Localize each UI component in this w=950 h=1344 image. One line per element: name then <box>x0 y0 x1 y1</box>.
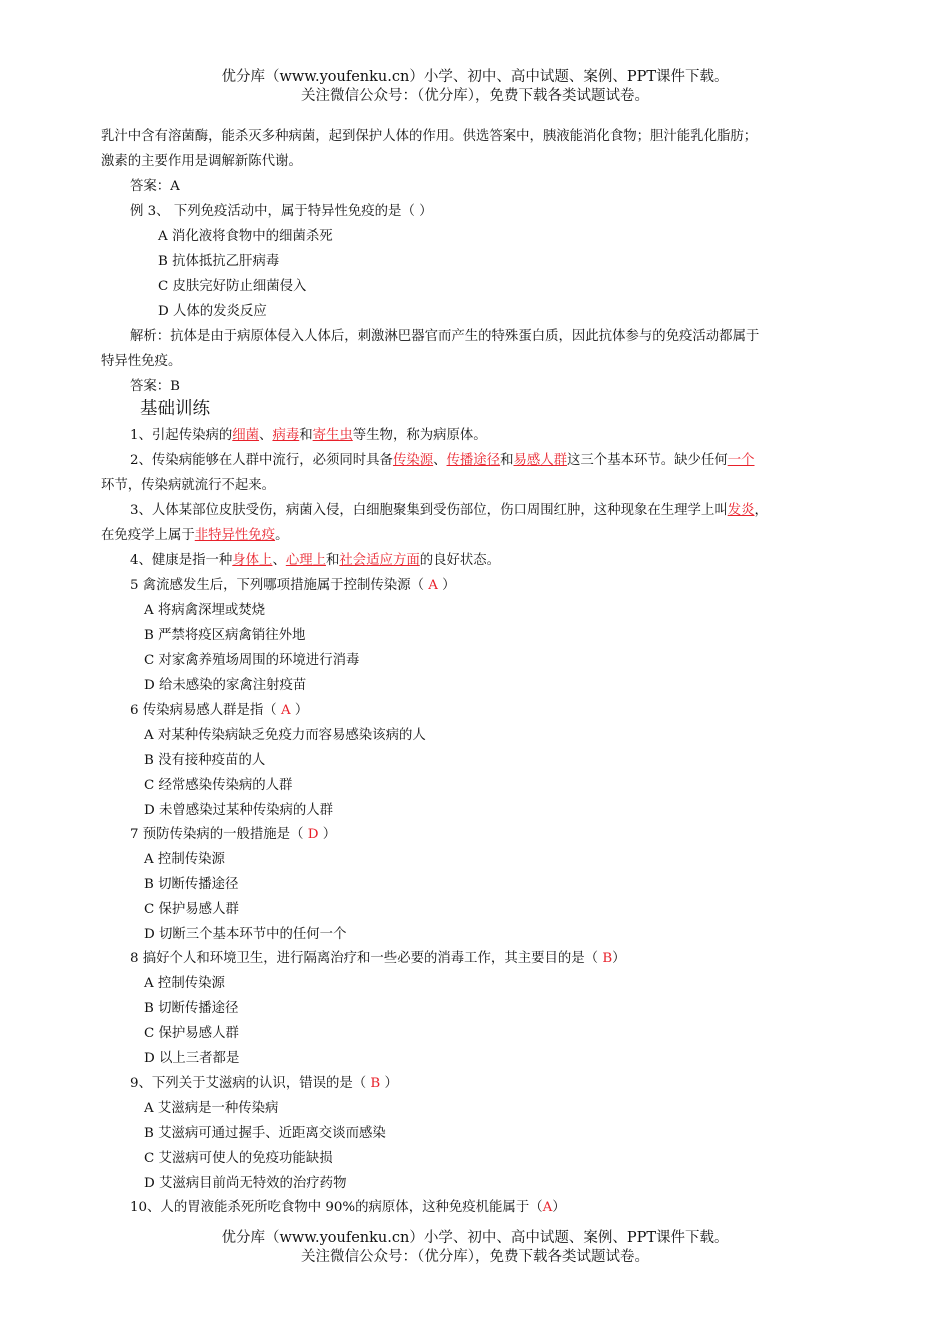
footer-line-1: 优分库（www.youfenku.cn）小学、初中、高中试题、案例、PPT课件下载。 <box>221 1230 729 1246</box>
answer-blank: 社会适应方面 <box>339 553 420 568</box>
text: 和 <box>299 428 313 443</box>
page-footer <box>0 1229 950 1267</box>
answer-blank: 非特异性免疫 <box>194 528 276 543</box>
choice-option: C 艾滋病可使人的免疫功能缺损 <box>144 1151 333 1166</box>
fill-question-1 <box>130 427 487 445</box>
intro-answer: 答案：A <box>130 179 180 194</box>
example3-answer: 答案：B <box>130 379 181 394</box>
choice-question-7 <box>130 826 336 844</box>
example3-option: C 皮肤完好防止细菌侵入 <box>158 279 307 294</box>
choice-option: D 给未感染的家禽注射疫苗 <box>144 678 307 693</box>
section-title: 基础训练 <box>140 399 210 419</box>
question-close: ） <box>318 827 337 842</box>
text: 在免疫学上属于 <box>101 528 195 543</box>
question-close: ） <box>380 1076 398 1091</box>
choice-question-6 <box>130 702 308 720</box>
question-stem: 9、下列关于艾滋病的认识，错误的是（ <box>130 1076 371 1091</box>
choice-option: C 保护易感人群 <box>144 1026 239 1041</box>
choice-option: D 以上三者都是 <box>144 1051 240 1066</box>
choice-question-5 <box>130 577 456 595</box>
page-header <box>0 68 950 106</box>
header-line-2: 关注微信公众号：（优分库），免费下载各类试题试卷。 <box>301 88 649 104</box>
question-answer: A <box>542 1200 553 1215</box>
answer-blank: 心理上 <box>285 553 326 568</box>
question-stem: 6 传染病易感人群是指（ <box>130 703 281 718</box>
fill-question-3 <box>130 502 768 520</box>
choice-question-10 <box>130 1199 566 1217</box>
question-close: ） <box>552 1200 566 1215</box>
text: 等生物，称为病原体。 <box>352 428 487 443</box>
question-stem: 7 预防传染病的一般措施是（ <box>130 827 308 842</box>
choice-option: B 切断传播途径 <box>144 1001 239 1016</box>
choice-option: D 切断三个基本环节中的任何一个 <box>144 927 347 942</box>
choice-question-9 <box>130 1075 398 1093</box>
answer-blank: 易感人群 <box>513 453 568 468</box>
fill-question-3-cont <box>101 527 288 545</box>
question-stem: 5 禽流感发生后，下列哪项措施属于控制传染源（ <box>130 578 429 593</box>
choice-option: C 对家禽养殖场周围的环境进行消毒 <box>144 653 360 668</box>
question-close: ） <box>437 578 456 593</box>
text: 这三个基本环节。缺少任何 <box>567 453 728 468</box>
header-line-1: 优分库（www.youfenku.cn）小学、初中、高中试题、案例、PPT课件下载。 <box>221 69 729 85</box>
example3-analysis-2: 特异性免疫。 <box>101 354 182 369</box>
choice-option: A 控制传染源 <box>144 852 225 867</box>
example3-analysis-1: 解析：抗体是由于病原体侵入人体后，刺激淋巴器官而产生的特殊蛋白质，因此抗体参与的免疫活动都属于 <box>130 329 760 344</box>
example3-question: 例 3、 下列免疫活动中，属于特异性免疫的是（ ） <box>130 204 433 219</box>
choice-option: A 艾滋病是一种传染病 <box>144 1101 279 1116</box>
question-answer: A <box>428 578 438 593</box>
text: 和 <box>326 553 340 568</box>
text: 、 <box>259 428 273 443</box>
answer-blank: 传播途径 <box>446 453 501 468</box>
footer-line-2: 关注微信公众号：（优分库），免费下载各类试题试卷。 <box>301 1249 649 1265</box>
question-answer: A <box>280 703 291 718</box>
choice-option: D 未曾感染过某种传染病的人群 <box>144 803 334 818</box>
fill-question-4 <box>130 552 500 570</box>
answer-blank: 身体上 <box>232 553 273 568</box>
text: 、 <box>272 553 286 568</box>
answer-blank: 传染源 <box>392 453 434 468</box>
choice-option: B 艾滋病可通过握手、近距离交谈而感染 <box>144 1126 386 1141</box>
choice-question-8 <box>130 950 626 968</box>
question-stem: 10、人的胃液能杀死所吃食物中 90%的病原体，这种免疫机能属于（ <box>130 1200 543 1215</box>
choice-option: C 经常感染传染病的人群 <box>144 778 293 793</box>
question-close: ） <box>290 703 309 718</box>
choice-option: A 将病禽深埋或焚烧 <box>144 603 266 618</box>
fill-question-2 <box>130 452 755 470</box>
text: ， <box>754 503 768 518</box>
answer-blank: 一个 <box>727 453 755 468</box>
choice-option: B 严禁将疫区病禽销往外地 <box>144 628 306 643</box>
choice-option: B 切断传播途径 <box>144 877 239 892</box>
text: 4、健康是指一种 <box>130 553 233 568</box>
intro-line-2: 激素的主要作用是调解新陈代谢。 <box>101 154 302 169</box>
question-answer: B <box>370 1076 381 1091</box>
text: 和 <box>500 453 514 468</box>
question-answer: B <box>602 951 613 966</box>
answer-blank: 发炎 <box>727 503 755 518</box>
choice-option: B 没有接种疫苗的人 <box>144 753 266 768</box>
example3-option: B 抗体抵抗乙肝病毒 <box>158 254 280 269</box>
text: 的良好状态。 <box>419 553 501 568</box>
text: 。 <box>275 528 289 543</box>
example3-option: D 人体的发炎反应 <box>158 304 267 319</box>
intro-line-1: 乳汁中含有溶菌酶，能杀灭多种病菌，起到保护人体的作用。供选答案中，胰液能消化食物；胆汁能乳化脂肪； <box>101 129 758 144</box>
answer-blank: 寄生虫 <box>312 428 353 443</box>
fill-question-2-cont: 环节，传染病就流行不起来。 <box>101 478 276 493</box>
choice-option: C 保护易感人群 <box>144 902 239 917</box>
text: 2、传染病能够在人群中流行，必须同时具备 <box>130 453 393 468</box>
answer-blank: 病毒 <box>272 428 300 443</box>
question-stem: 8 搞好个人和环境卫生，进行隔离治疗和一些必要的消毒工作，其主要目的是（ <box>130 951 603 966</box>
choice-option: A 对某种传染病缺乏免疫力而容易感染该病的人 <box>144 728 426 743</box>
question-answer: D <box>307 827 319 842</box>
text: 1、引起传染病的 <box>130 428 233 443</box>
text: 3、人体某部位皮肤受伤，病菌入侵，白细胞聚集到受伤部位，伤口周围红肿，这种现象在生理学上叫 <box>130 503 728 518</box>
question-close: ） <box>612 951 626 966</box>
choice-option: D 艾滋病目前尚无特效的治疗药物 <box>144 1176 347 1191</box>
text: 、 <box>433 453 447 468</box>
choice-option: A 控制传染源 <box>144 976 225 991</box>
example3-option: A 消化液将食物中的细菌杀死 <box>158 229 333 244</box>
answer-blank: 细菌 <box>232 428 260 443</box>
